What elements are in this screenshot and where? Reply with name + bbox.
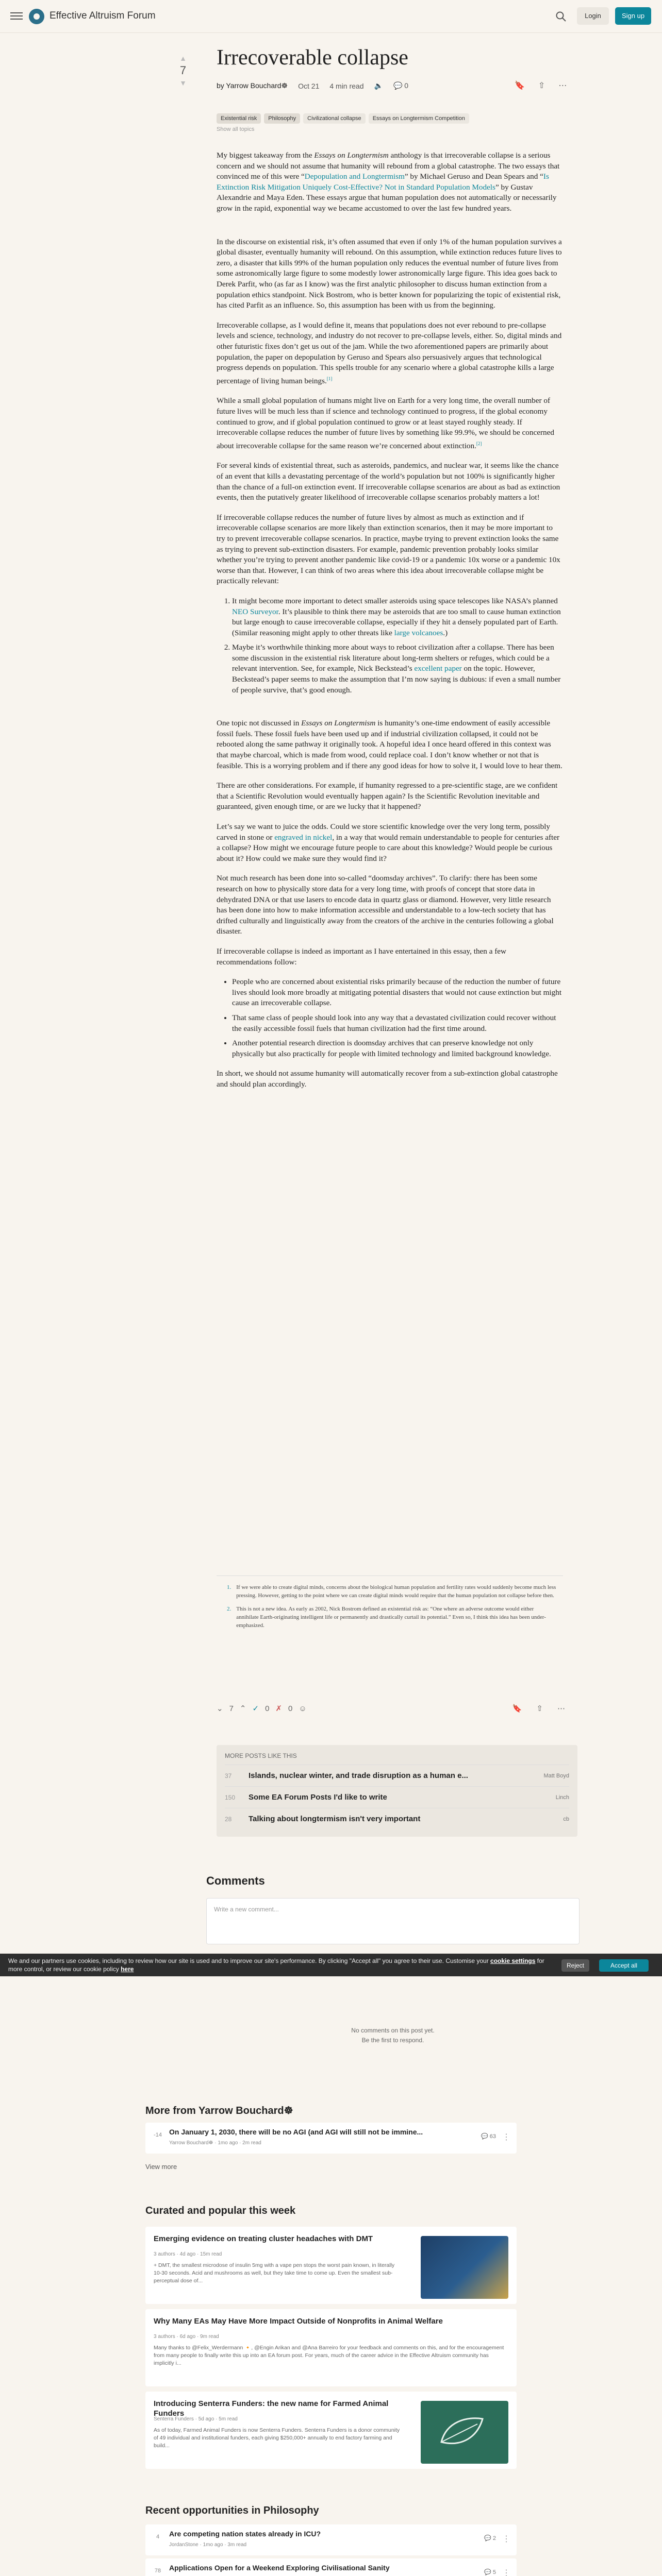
list-item[interactable]: -14 On January 1, 2030, there will be no AGI (and AGI will still not be immine... Yarrow Bouchard☸ · 1mo ago · 2m read 💬 63 ⋮ <box>145 2123 517 2154</box>
post-score: 7 <box>179 64 187 77</box>
paragraph: Let’s say we want to juice the odds. Could we store scientific knowledge over the very long term, possibly carved in stone or engraved in nickel, in a way that would remain understandable to people for centuries after a collapse? How might we encourage future people to care about this knowledge? Would people be curious about it? How could we make sure they would find it? <box>217 822 560 863</box>
footnote: 2. This is not a new idea. As early as 2002, Nick Bostrom defined an existential risk as: “One where an adverse outcome would either annihilate Earth-originating intelligent life or permanently and drastically curtail its potential.” Even so, I think this idea has been under-emphasized. <box>227 1606 546 1629</box>
bottom-score: 7 <box>229 1704 234 1713</box>
downvote-icon[interactable]: ▼ <box>179 79 187 87</box>
paragraph: My biggest takeaway from the Essays on Longtermism anthology is that irrecoverable collapse is a serious concern and we should not assume that humanity will rebound from a global catastrophe. The two essays that convinced me of this were “Depopulation and Longtermism” by Michael Geruso and Dean Spears and “Is Extinction Risk Mitigation Uniquely Cost-Effective? Not in Standard Population Models” by Gustav Alexandrie and Maya Eden. These essays argue that human population does not automatically or necessarily grow in the rapid, exponential way we became accustomed to over the last few hundred years. <box>217 151 560 213</box>
list-item[interactable]: 28 Talking about longtermism isn't very important cb <box>225 1808 569 1829</box>
numbered-list <box>232 596 563 696</box>
list-item: 1. It might become more important to detect smaller asteroids using space telescopes like NASA’s planned NEO Surveyor. It’s plausible to think there may be asteroids that are too small to cause human extinction but large enough to cause irrecoverable collapse, especially if they hit a densely populated part of Earth. (Similar reasoning might apply to other threats like large volcanoes.) <box>232 596 563 638</box>
comment-input[interactable]: Write a new comment... <box>206 1898 580 1944</box>
bullet-list <box>232 977 563 1059</box>
curated-post-card[interactable]: Why Many EAs May Have More Impact Outside of Nonprofits in Animal Welfare 3 authors · 6d ago · 9m read Many thanks to @Felix_Werdermann 🔸, @Engin Arikan and @Ana Barreiro for your feedback and comments on this, and for the encouragement from many people to finally write this up into an EA forum post. For years, much of the career advice in the Effective Altruism community has implicitly i... <box>145 2309 517 2386</box>
paragraph: In short, we should not assume humanity will automatically recover from a sub-extinction global catastrophe and should plan accordingly. <box>217 1069 558 1089</box>
more-posts-heading: MORE POSTS LIKE THIS <box>225 1752 297 1759</box>
footnotes-divider <box>217 1575 563 1576</box>
paragraph: Not much research has been done into so-called “doomsday archives”. To clarify: there has been some research on how to physically store data for a very long time, with proofs of concept that store data in dehydrated DNA or that use lasers to encode data in quartz glass or diamond. However, very little research has been done into how to make information accessible and understandable to a low-tech society that has drifted culturally and linguistically away from the creators of the archive in the centuries following a global disaster. <box>217 874 554 936</box>
footnotes <box>227 1583 557 1635</box>
leaf-icon <box>421 2401 508 2464</box>
agree-icon[interactable]: ✓ <box>252 1704 259 1713</box>
footnote-ref-1[interactable]: [1] <box>326 376 333 381</box>
more-options-icon[interactable]: ⋮ <box>502 2535 510 2544</box>
comments-count: 💬 63 <box>481 2133 496 2140</box>
signup-button[interactable]: Sign up <box>615 7 651 25</box>
site-name[interactable]: Effective Altruism Forum <box>49 10 156 21</box>
top-bar <box>0 0 662 33</box>
more-options-icon[interactable]: ⋮ <box>502 2569 510 2576</box>
site-logo[interactable] <box>29 9 44 24</box>
paragraph: For several kinds of existential threat, such as asteroids, pandemics, and nuclear war, it seems like the chance of an event that kills a devastating percentage of the world’s population but not 100% is significantly higher than the chance of a full-on extinction event. If irrecoverable collapse scenarios are about as bad as extinction events, then the putatively greater likelihood of irrecoverable collapse scenarios probably matters a lot! <box>217 461 560 502</box>
philosophy-heading: Recent opportunities in Philosophy <box>145 2505 319 2516</box>
post-title: Irrecoverable collapse <box>217 46 408 70</box>
paragraph: In the discourse on existential risk, it’s often assumed that even if only 1% of the human population survives a global disaster, eventually humanity will rebound. On this assumption, while extinction reduces future lives to zero, a disaster that kills 99% of the human population only reduces the eventual number of future lives from some astronomically large figure to some modestly lower astronomically large figure. This idea goes back to Derek Parfit, who (as far as I know) was the first analytic philosopher to discuss human extinction from a population ethics standpoint. Nick Bostrom, who is better known for popularizing the topic of existential risk, has cited Parfit as an influence. So, this assumption has been with us from the beginning. <box>217 237 562 310</box>
comments-count-value: 0 <box>404 81 409 90</box>
upvote-icon[interactable]: ▲ <box>179 54 187 62</box>
comments-heading: Comments <box>206 1874 265 1887</box>
post-actions <box>515 80 567 91</box>
post-date: Oct 21 <box>298 81 320 90</box>
link-neo-surveyor[interactable]: NEO Surveyor <box>232 607 278 616</box>
list-item: • Another potential research direction is doomsday archives that can preserve knowledge not only physically but also practically for people with limited technology and limited background knowledge. <box>232 1038 563 1059</box>
tag-list <box>217 113 469 124</box>
link-depopulation[interactable]: Depopulation and Longtermism <box>304 172 405 181</box>
cookie-policy-link[interactable]: here <box>121 1965 134 1973</box>
tag-philosophy[interactable]: Philosophy <box>264 113 300 124</box>
bookmark-icon[interactable]: 🔖 <box>515 81 525 90</box>
cookie-settings-link[interactable]: cookie settings <box>490 1957 536 1964</box>
more-options-icon[interactable]: ⋮ <box>502 2133 510 2142</box>
list-item: • That same class of people should look into any way that a devastated civilization could recover without the easily accessible fossil fuels that human civilization had the first time around. <box>232 1013 563 1034</box>
comments-count: 💬 5 <box>484 2569 496 2575</box>
share-icon[interactable]: ⇧ <box>538 81 545 90</box>
reject-button[interactable]: Reject <box>561 1959 589 1972</box>
post-thumbnail <box>421 2236 508 2299</box>
menu-icon[interactable] <box>10 10 23 22</box>
post-body <box>217 150 563 1099</box>
paragraph: Irrecoverable collapse, as I would define it, means that populations does not ever rebound to pre-collapse levels and science, technology, and industry do not recover to pre-collapse levels, either. So, digital minds and other futuristic fixes don’t get us out of the jam. While the two aforementioned papers are primarily about population, the paper on depopulation by Geruso and Spears also persuasively argues that technological progress depends on population. This spells trouble for any scenario where a global catastrophe kills a large percentage of living human beings.[1] <box>217 320 562 385</box>
paragraph: One topic not discussed in Essays on Longtermism is humanity’s one-time endowment of easily accessible fossil fuels. These fossil fuels have been used up and if industrial civilization collapsed, it could not be rebooted along the same pathway it originally took. A hopeful idea I once heard offered in this context was that maybe charcoal, which is made from wood, could replace coal. I don’t know whether or not that is feasible. This is a worrying problem and if there any good ideas for how to solve it, I would love to hear them. <box>217 719 562 770</box>
post-author[interactable]: by Yarrow Bouchard☸ <box>217 81 288 90</box>
list-item[interactable]: 4 Are competing nation states already in ICU? JordanStone · 1mo ago · 3m read 💬 2 ⋮ <box>145 2524 517 2555</box>
comments-count[interactable]: 💬 0 <box>393 81 409 90</box>
link-extinction-risk-paper[interactable]: Is Extinction Risk Mitigation Uniquely Cost-Effective? Not in Standard Population Models <box>217 172 549 192</box>
link-excellent-paper[interactable]: excellent paper <box>414 664 462 673</box>
curated-heading: Curated and popular this week <box>145 2205 296 2216</box>
comments-count: 💬 2 <box>484 2535 496 2541</box>
cookie-banner <box>0 1954 662 1976</box>
more-options-icon[interactable]: ⋯ <box>558 81 567 90</box>
search-icon[interactable] <box>555 10 567 23</box>
link-engraved-nickel[interactable]: engraved in nickel <box>274 833 333 842</box>
paragraph: If irrecoverable collapse is indeed as important as I have entertained in this essay, then a few recommendations follow: <box>217 946 506 967</box>
more-from-heading: More from Yarrow Bouchard☸ <box>145 2105 293 2116</box>
paragraph: There are other considerations. For example, if humanity regressed to a pre-scientific stage, are we confident that a Scientific Revolution would eventually happen again? Is the Scientific Revolution inevitable and guaranteed, given enough time, or are we lucky that it happened? <box>217 781 558 811</box>
no-comments: No comments on this post yet. Be the first to respond. <box>351 2027 435 2044</box>
paragraph: While a small global population of humans might live on Earth for a very long time, the overall number of future lives will be much less than if science and technology continued to progress, if the global economy continued to grow, and if global population continued to grow or at least stayed roughly steady. If irrecoverable collapse reduces the number of future lives by something like 99.9%, we should be concerned about irrecoverable collapse for the same reason we’re concerned about extinction.[2] <box>217 396 554 450</box>
audio-icon[interactable]: 🔈 <box>374 81 383 90</box>
curated-post-card[interactable]: Emerging evidence on treating cluster headaches with DMT 3 authors · 4d ago · 15m read + DMT, the smallest microdose of insulin 5mg with a vape pen stops the worst pain known, in literally 10-30 seconds. Acid and mushrooms as well, but they take time to come up. Even the smallest sub-perceptual dose of... <box>145 2227 517 2304</box>
list-item[interactable]: 78 Applications Open for a Weekend Exploring Civilisational Sanity 💬 5 ⋮ <box>145 2558 517 2576</box>
more-options-icon[interactable]: ⋯ <box>557 1704 565 1713</box>
bookmark-icon[interactable]: 🔖 <box>512 1704 522 1713</box>
tag-civilizational-collapse[interactable]: Civilizational collapse <box>303 113 366 124</box>
login-button[interactable]: Login <box>577 7 609 25</box>
footnote: 1. If we were able to create digital minds, concerns about the biological human population and fertility rates would suddenly become much less pressing. However, getting to the point where we can create digital minds would require that the human population not collapse before then. <box>227 1584 556 1599</box>
paragraph: If irrecoverable collapse reduces the number of future lives by almost as much as extinction and if irrecoverable collapse scenarios are more likely than extinction scenarios, then it may be more important to try to prevent irrecoverable collapse scenarios. In practice, maybe trying to prevent extinction looks the same as trying to prevent sub-extinction disasters. For example, pandemic prevention probably looks similar whether you’re trying to prevent another pandemic like covid-19 or a pandemic 10x worse or a pandemic 10x worse than that. However, I can think of two areas where this idea about irrecoverable collapse might be practically relevant: <box>217 513 560 586</box>
view-more-link[interactable]: View more <box>145 2163 177 2171</box>
show-all-topics[interactable]: Show all topics <box>217 126 255 132</box>
bottom-vote-bar <box>217 1702 565 1715</box>
post-thumbnail <box>421 2401 508 2464</box>
upvote-icon[interactable]: ⌃ <box>239 1704 246 1713</box>
list-item[interactable]: 150 Some EA Forum Posts I'd like to write Linch <box>225 1786 569 1808</box>
react-icon[interactable]: ☺ <box>299 1704 307 1713</box>
tag-existential-risk[interactable]: Existential risk <box>217 113 261 124</box>
list-item: 2. Maybe it’s worthwhile thinking more about ways to reboot civilization after a collapse. There has been some discussion in the existential risk literature about long-term shelters or refuges, which could be a relevant intervention. See, for example, Nick Beckstead’s excellent paper on the topic. However, Beckstead’s paper seems to make the assumption that I’m now saying is dubious: if even a small number of people survive, that’s good enough. <box>232 642 563 696</box>
tag-essays-competition[interactable]: Essays on Longtermism Competition <box>369 113 469 124</box>
downvote-icon[interactable]: ⌄ <box>217 1704 223 1713</box>
agree-count: 0 <box>265 1704 270 1713</box>
footnote-ref-2[interactable]: [2] <box>476 440 482 446</box>
cookie-text: We and our partners use cookies, including to review how our site is used and to improve our site's performance. By clicking "Accept all" you agree to their use. Customise your cookie settings for more control, or review our cookie policy here <box>8 1957 544 1973</box>
link-large-volcanoes[interactable]: large volcanoes <box>394 628 443 637</box>
disagree-icon[interactable]: ✗ <box>275 1704 282 1713</box>
curated-post-card[interactable]: Introducing Senterra Funders: the new name for Farmed Animal Funders Senterra Funders · 5d ago · 5m read As of today, Farmed Animal Funders is now Senterra Funders. Senterra Funders is a donor community of 49 individual and institutional funders, each giving $250,000+ annually to end factory farming and build... <box>145 2392 517 2469</box>
read-time: 4 min read <box>329 81 364 90</box>
more-posts-like-this <box>217 1745 577 1837</box>
list-item[interactable]: 37 Islands, nuclear winter, and trade disruption as a human e... Matt Boyd <box>225 1765 569 1786</box>
share-icon[interactable]: ⇧ <box>536 1704 543 1713</box>
accept-all-button[interactable]: Accept all <box>599 1959 649 1972</box>
post-vote <box>174 54 192 88</box>
disagree-count: 0 <box>288 1704 293 1713</box>
list-item: • People who are concerned about existential risks primarily because of the reduction the number of future lives should look more broadly at mitigating potential disasters that would not cause extinction but might cause an irrecoverable collapse. <box>232 977 563 1009</box>
